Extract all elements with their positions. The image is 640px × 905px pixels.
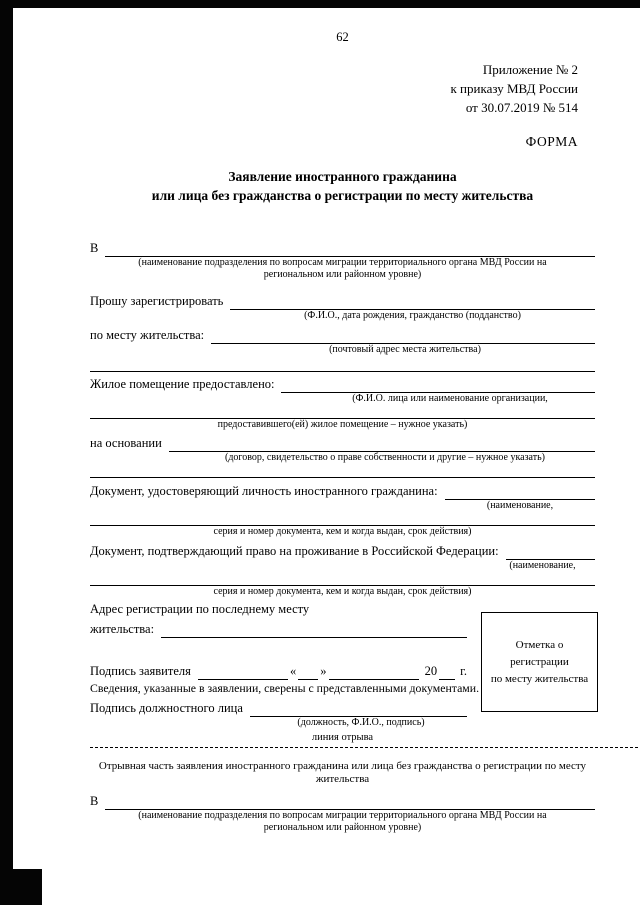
document-title xyxy=(90,167,595,205)
identity-doc-continuation-line xyxy=(90,512,595,526)
title-line2: или лица без гражданства о регистрации по месту жительства xyxy=(151,188,534,203)
residence-blank-line xyxy=(211,328,595,344)
registration-stamp-box xyxy=(481,612,598,712)
year-blank-line xyxy=(439,664,455,680)
premises-label: Жилое помещение предоставлено: xyxy=(90,377,275,391)
tear-off-heading xyxy=(90,760,595,786)
order-date-line: от 30.07.2019 № 514 xyxy=(465,100,578,115)
residence-permit-doc-caption-line1: (наименование, xyxy=(509,560,576,571)
tear-off-heading-line2: жительства xyxy=(315,773,370,785)
tear-off-migration-unit-blank-line xyxy=(105,794,595,810)
premises-caption-line2: предоставившего(ей) жилое помещение – нужное указать) xyxy=(217,419,468,430)
register-request-row xyxy=(90,290,595,310)
premises-row xyxy=(90,373,595,393)
scan-edge-top xyxy=(0,0,640,8)
register-request-blank-line xyxy=(230,294,595,310)
identity-doc-caption-line1: (наименование, xyxy=(486,500,554,511)
tear-off-heading-line1: Отрывная часть заявления иностранного гражданина или лица без гражданства о регистрации по месту xyxy=(98,760,587,772)
premises-continuation-line xyxy=(90,405,595,419)
basis-continuation-line xyxy=(90,464,595,478)
month-blank-line xyxy=(329,664,419,680)
verified-note: Сведения, указанные в заявлении, сверены с представленными документами. xyxy=(90,681,480,695)
stamp-box-line3: по месту жительства xyxy=(490,672,589,685)
migration-unit-caption-line2: региональном или районном уровне) xyxy=(263,269,422,280)
identity-doc-row xyxy=(90,480,595,500)
official-signature-line xyxy=(250,701,467,717)
tear-off-migration-unit-caption-line2: региональном или районном уровне) xyxy=(263,822,422,833)
scan-edge-corner xyxy=(0,869,42,905)
day-quote-close: » xyxy=(320,664,327,678)
applicant-signature-line xyxy=(198,664,288,680)
previous-address-blank-line xyxy=(161,622,467,638)
premises-caption-line1: (Ф.И.О. лица или наименование организации, xyxy=(352,393,548,404)
official-signature-label: Подпись должностного лица xyxy=(90,701,243,715)
title-line1: Заявление иностранного гражданина xyxy=(228,169,457,184)
register-request-label: Прошу зарегистрировать xyxy=(90,294,224,308)
applicant-signature-label: Подпись заявителя xyxy=(90,664,191,678)
order-line: к приказу МВД России xyxy=(450,81,578,96)
tear-off-migration-unit-caption-line1: (наименование подразделения по вопросам миграции территориального органа МВД России на xyxy=(138,810,547,821)
form-label: ФОРМА xyxy=(525,134,578,149)
appendix-line: Приложение № 2 xyxy=(482,62,578,77)
basis-row xyxy=(90,432,595,452)
residence-caption: (почтовый адрес места жительства) xyxy=(329,344,481,355)
residence-continuation-line xyxy=(90,358,595,372)
identity-doc-label: Документ, удостоверяющий личность иностранного гражданина: xyxy=(90,484,438,498)
applicant-signature-row xyxy=(90,660,467,680)
residence-label: по месту жительства: xyxy=(90,328,205,342)
migration-unit-row xyxy=(90,237,595,257)
premises-blank-line xyxy=(281,377,595,393)
tear-off-to-prefix-label: В xyxy=(90,794,99,808)
identity-doc-caption-line2: серия и номер документа, кем и когда выдан, срок действия) xyxy=(213,526,472,537)
tear-line-label: линия отрыва xyxy=(311,732,374,743)
register-request-caption: (Ф.И.О., дата рождения, гражданство (подданство) xyxy=(304,310,521,321)
migration-unit-blank-line xyxy=(105,241,595,257)
official-signature-row xyxy=(90,697,467,717)
residence-permit-doc-blank-line xyxy=(506,544,595,560)
to-prefix-label: В xyxy=(90,241,99,255)
residence-permit-doc-caption-line2: серия и номер документа, кем и когда выдан, срок действия) xyxy=(213,586,472,597)
basis-label: на основании xyxy=(90,436,162,450)
day-quote-open: « xyxy=(290,664,297,678)
residence-row xyxy=(90,324,595,344)
scan-edge-left xyxy=(0,0,13,897)
official-signature-caption: (должность, Ф.И.О., подпись) xyxy=(297,717,425,728)
previous-address-label-line1: Адрес регистрации по последнему месту xyxy=(90,602,310,616)
day-blank-line xyxy=(298,664,318,680)
stamp-box-line1: Отметка о xyxy=(515,638,564,651)
basis-blank-line xyxy=(169,436,595,452)
previous-address-row xyxy=(90,618,467,638)
basis-caption: (договор, свидетельство о праве собственности и другие – нужное указать) xyxy=(225,452,545,463)
page-number: 62 xyxy=(336,30,349,44)
tear-off-migration-unit-row xyxy=(90,790,595,810)
stamp-box-line2: регистрации xyxy=(510,655,569,668)
previous-address-label-line2: жительства: xyxy=(90,622,155,636)
year-suffix-label: г. xyxy=(460,664,468,678)
identity-doc-blank-line xyxy=(445,484,595,500)
appendix-header xyxy=(90,60,595,117)
year-prefix-label: 20 xyxy=(424,664,438,678)
residence-permit-doc-label: Документ, подтверждающий право на проживание в Российской Федерации: xyxy=(90,544,499,558)
tear-dash-line xyxy=(90,747,638,748)
migration-unit-caption-line1: (наименование подразделения по вопросам миграции территориального органа МВД России на xyxy=(138,257,547,268)
residence-permit-doc-continuation-line xyxy=(90,572,595,586)
residence-permit-doc-row xyxy=(90,540,595,560)
